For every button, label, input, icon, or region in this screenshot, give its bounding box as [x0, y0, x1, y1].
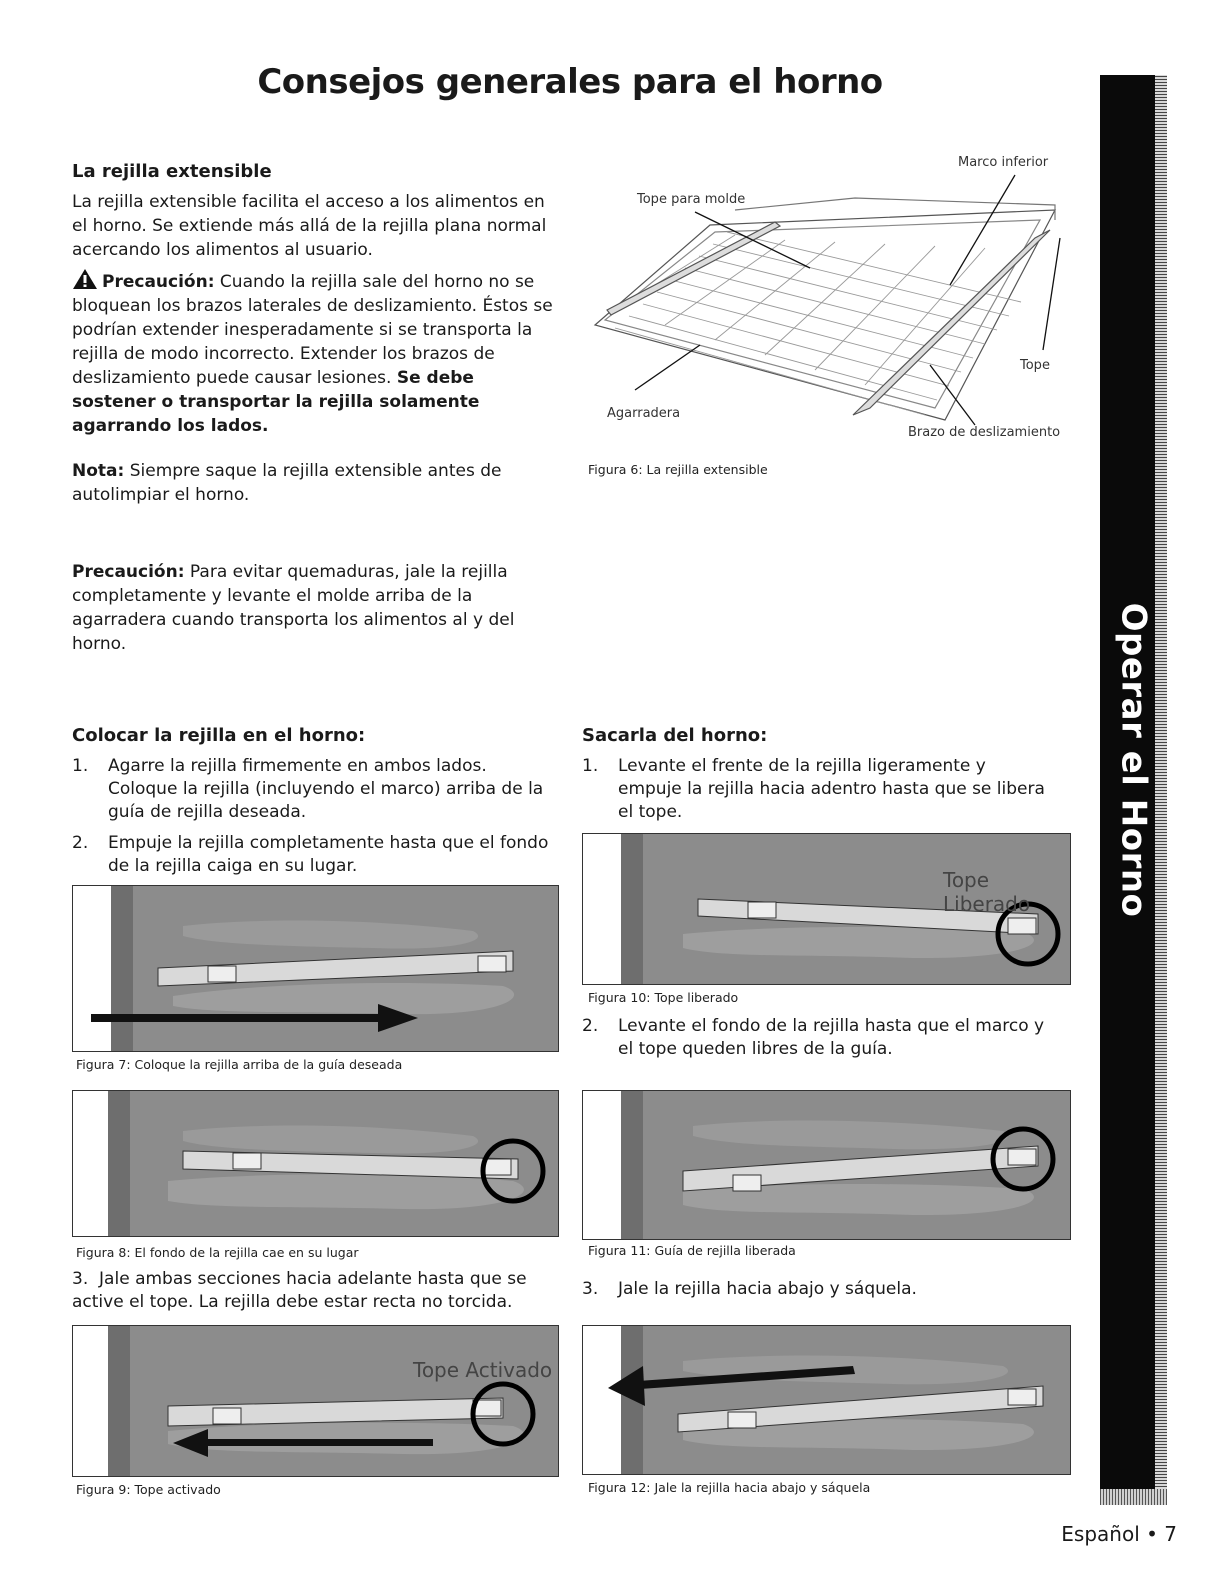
caution-text: Cuando la rejilla sale del horno no se bloquean los brazos laterales de deslizamiento. Éstos se podrían extender inesperadamente si se transporta la rejilla de modo incorrecto. Extender los brazos de deslizamiento puede causar lesiones.: [72, 272, 553, 388]
sacar-step-3: 3. Jale la rejilla hacia abajo y sáquela.: [582, 1279, 917, 1299]
label-agarradera: Agarradera: [607, 406, 681, 421]
colocar-heading: Colocar la rejilla en el horno:: [72, 725, 366, 746]
label-brazo-deslizamiento: Brazo de deslizamiento: [908, 425, 1061, 440]
colocar-steps: [72, 755, 560, 886]
colocar-step-2: 2. Empuje la rejilla completamente hasta que el fondo de la rejilla caiga en su lugar.: [72, 833, 549, 876]
colocar-step-3: 3. Jale ambas secciones hacia adelante hasta que se active el tope. La rejilla debe estar recta no torcida.: [72, 1269, 527, 1312]
figure-11-photo: [582, 1090, 1071, 1240]
figure-8-photo: [72, 1090, 559, 1237]
caution-label: Precaución:: [102, 272, 215, 292]
fig10-label: Tope Liberado: [943, 868, 1031, 916]
figure-6-rack-diagram: [585, 150, 1080, 450]
figure-6-caption: Figura 6: La rejilla extensible: [588, 462, 768, 477]
sacar-step-1: 1. Levante el frente de la rejilla ligeramente y empuje la rejilla hacia adentro hasta que se libera el tope.: [582, 756, 1045, 822]
colocar-step-1: 1. Agarre la rejilla firmemente en ambos lados. Coloque la rejilla (incluyendo el marco) arriba de la guía de rejilla deseada.: [72, 756, 544, 822]
fig9-label: Tope Activado: [413, 1358, 553, 1382]
sacar-heading: Sacarla del horno:: [582, 725, 768, 746]
side-tab-label: Operar el Horno: [1113, 602, 1154, 918]
section-side-tab: [1100, 75, 1167, 1505]
tab-shading-bottom: [1100, 1489, 1167, 1505]
figure-10-photo: [582, 833, 1071, 985]
figure-9-caption: Figura 9: Tope activado: [76, 1482, 221, 1497]
figure-10-caption: Figura 10: Tope liberado: [588, 990, 739, 1005]
page-title: Consejos generales para el horno: [257, 62, 883, 102]
note-label: Nota:: [72, 461, 125, 481]
caution-bold-text: Se debe sostener o transportar la rejilla solamente agarrando los lados.: [72, 368, 480, 436]
caution2-block: [72, 560, 542, 656]
page-footer: Español • 7: [1061, 1522, 1177, 1546]
figure-8-caption: Figura 8: El fondo de la rejilla cae en su lugar: [76, 1245, 359, 1260]
caution2-label: Precaución:: [72, 562, 185, 582]
rack-heading: La rejilla extensible: [72, 161, 272, 182]
rack-intro: La rejilla extensible facilita el acceso a los alimentos en el horno. Se extiende más allá de la rejilla plana normal acercando los alimentos al usuario.: [72, 192, 547, 260]
label-marco-inferior: Marco inferior: [958, 155, 1049, 170]
figure-7-caption: Figura 7: Coloque la rejilla arriba de la guía deseada: [76, 1057, 403, 1072]
figure-11-caption: Figura 11: Guía de rejilla liberada: [588, 1243, 796, 1258]
figure-12-caption: Figura 12: Jale la rejilla hacia abajo y sáquela: [588, 1480, 871, 1495]
caution2-text: Para evitar quemaduras, jale la rejilla completamente y levante el molde arriba de la agarradera cuando transporta los alimentos al y del horno.: [72, 562, 515, 654]
warning-icon: [72, 268, 98, 290]
sacar-step-2: 2. Levante el fondo de la rejilla hasta que el marco y el tope queden libres de la guía.: [582, 1016, 1045, 1059]
label-tope: Tope: [1020, 358, 1050, 373]
label-tope-para-molde: Tope para molde: [637, 192, 746, 207]
figure-7-photo: [72, 885, 559, 1052]
figure-12-photo: [582, 1325, 1071, 1475]
note-block: [72, 459, 542, 507]
note-text: Siempre saque la rejilla extensible antes de autolimpiar el horno.: [72, 461, 502, 505]
figure-9-photo: [72, 1325, 559, 1477]
caution-block: [72, 268, 560, 438]
